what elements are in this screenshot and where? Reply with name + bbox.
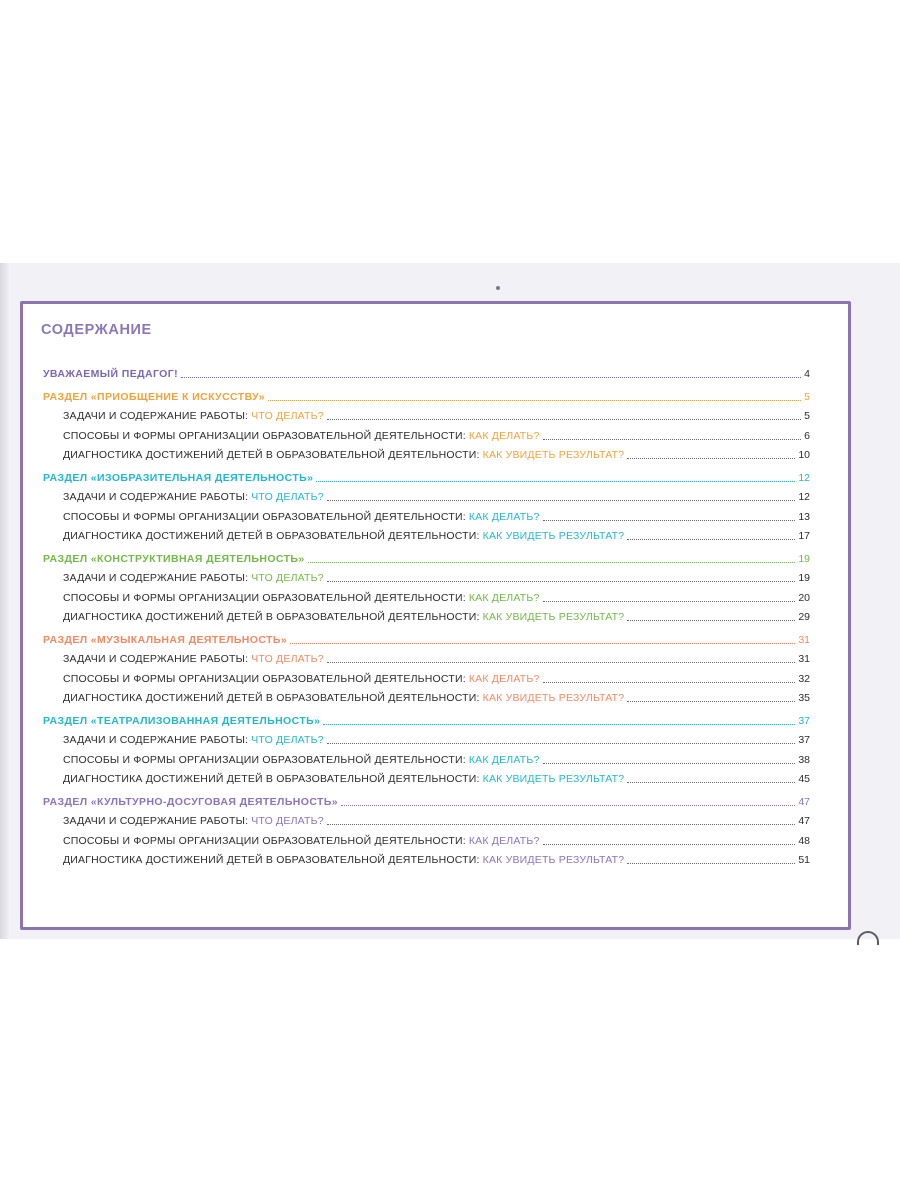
entry-label: СПОСОБЫ И ФОРМЫ ОРГАНИЗАЦИИ ОБРАЗОВАТЕЛЬНОЙ ДЕЯТЕЛЬНОСТИ:: [63, 672, 466, 685]
entry-highlight: КАК УВИДЕТЬ РЕЗУЛЬТАТ?: [482, 692, 625, 704]
entry-label: ЗАДАЧИ И СОДЕРЖАНИЕ РАБОТЫ:: [63, 734, 249, 746]
section-title: РАЗДЕЛ «МУЗЫКАЛЬНАЯ ДЕЯТЕЛЬНОСТЬ»: [43, 634, 288, 646]
dot-leader: [627, 458, 795, 459]
toc-entry[interactable]: [20, 670, 811, 686]
dot-leader: [543, 763, 796, 764]
page-number: 5: [804, 391, 810, 403]
entry-highlight: КАК УВИДЕТЬ РЕЗУЛЬТАТ?: [482, 854, 625, 866]
entry-highlight: КАК УВИДЕТЬ РЕЗУЛЬТАТ?: [482, 530, 625, 542]
toc-entry[interactable]: [20, 689, 811, 705]
page-number: 37: [798, 715, 810, 727]
entry-label: ДИАГНОСТИКА ДОСТИЖЕНИЙ ДЕТЕЙ В ОБРАЗОВАТЕЛЬНОЙ ДЕЯТЕЛЬНОСТИ:: [63, 611, 480, 623]
dot-leader: [627, 782, 795, 783]
page-edge-shadow: [0, 263, 10, 939]
toc-entry[interactable]: [20, 488, 811, 504]
dot-leader: [268, 400, 801, 401]
dot-leader: [543, 601, 796, 602]
toc-section[interactable]: [20, 631, 811, 647]
section-title: РАЗДЕЛ «КУЛЬТУРНО-ДОСУГОВАЯ ДЕЯТЕЛЬНОСТЬ»: [43, 796, 339, 808]
entry-label: ЗАДАЧИ И СОДЕРЖАНИЕ РАБОТЫ:: [63, 653, 249, 665]
dot-leader: [543, 439, 802, 440]
page-number: 12: [798, 491, 810, 503]
toc-intro[interactable]: [20, 365, 811, 381]
dot-leader: [627, 620, 795, 621]
toc-entry[interactable]: [20, 589, 811, 605]
page-number: 45: [798, 773, 810, 785]
entry-highlight: КАК УВИДЕТЬ РЕЗУЛЬТАТ?: [482, 449, 625, 461]
section-title: РАЗДЕЛ «КОНСТРУКТИВНАЯ ДЕЯТЕЛЬНОСТЬ»: [43, 553, 305, 565]
section-title: РАЗДЕЛ «ИЗОБРАЗИТЕЛЬНАЯ ДЕЯТЕЛЬНОСТЬ»: [43, 472, 314, 484]
entry-highlight: ЧТО ДЕЛАТЬ?: [251, 653, 324, 665]
toc-entry[interactable]: [20, 851, 811, 867]
toc-entry[interactable]: [20, 427, 811, 443]
page-number: 31: [798, 634, 810, 646]
page-number: 47: [798, 815, 810, 827]
entry-label: СПОСОБЫ И ФОРМЫ ОРГАНИЗАЦИИ ОБРАЗОВАТЕЛЬНОЙ ДЕЯТЕЛЬНОСТИ:: [63, 429, 466, 442]
entry-label: ЗАДАЧИ И СОДЕРЖАНИЕ РАБОТЫ:: [63, 491, 249, 503]
entry-label: ЗАДАЧИ И СОДЕРЖАНИЕ РАБОТЫ:: [63, 572, 249, 584]
entry-highlight: КАК УВИДЕТЬ РЕЗУЛЬТАТ?: [482, 773, 625, 785]
page-number: 20: [798, 591, 810, 604]
toc-entry[interactable]: [20, 731, 811, 747]
entry-label: СПОСОБЫ И ФОРМЫ ОРГАНИЗАЦИИ ОБРАЗОВАТЕЛЬНОЙ ДЕЯТЕЛЬНОСТИ:: [63, 510, 466, 523]
dot-leader: [181, 377, 801, 378]
page-number: 38: [798, 753, 810, 766]
toc-entry[interactable]: [20, 812, 811, 828]
dot-leader: [327, 419, 801, 420]
entry-highlight: ЧТО ДЕЛАТЬ?: [251, 734, 324, 746]
dot-leader: [341, 805, 795, 806]
toc-section[interactable]: [20, 388, 811, 404]
dot-leader: [308, 562, 796, 563]
entry-highlight: КАК ДЕЛАТЬ?: [468, 591, 540, 604]
entry-label: ДИАГНОСТИКА ДОСТИЖЕНИЙ ДЕТЕЙ В ОБРАЗОВАТЕЛЬНОЙ ДЕЯТЕЛЬНОСТИ:: [63, 854, 480, 866]
entry-highlight: КАК ДЕЛАТЬ?: [468, 672, 540, 685]
page-number: 37: [798, 734, 810, 746]
entry-label: ДИАГНОСТИКА ДОСТИЖЕНИЙ ДЕТЕЙ В ОБРАЗОВАТЕЛЬНОЙ ДЕЯТЕЛЬНОСТИ:: [63, 692, 480, 704]
entry-highlight: ЧТО ДЕЛАТЬ?: [251, 491, 324, 503]
toc-entry[interactable]: [20, 527, 811, 543]
toc-section[interactable]: [20, 550, 811, 566]
dot-leader: [327, 581, 796, 582]
entry-highlight: КАК ДЕЛАТЬ?: [468, 834, 540, 847]
dot-leader: [543, 520, 796, 521]
dot-leader: [327, 662, 796, 663]
dot-leader: [323, 724, 795, 725]
page-number: 19: [798, 553, 810, 565]
scan-speck: [496, 286, 500, 290]
entry-highlight: ЧТО ДЕЛАТЬ?: [251, 815, 324, 827]
entry-highlight: КАК ДЕЛАТЬ?: [468, 429, 540, 442]
dot-leader: [627, 539, 795, 540]
entry-highlight: КАК ДЕЛАТЬ?: [468, 510, 540, 523]
page-number: 17: [798, 530, 810, 542]
page-number: 47: [798, 796, 810, 808]
toc-section[interactable]: [20, 469, 811, 485]
entry-label: СПОСОБЫ И ФОРМЫ ОРГАНИЗАЦИИ ОБРАЗОВАТЕЛЬНОЙ ДЕЯТЕЛЬНОСТИ:: [63, 834, 466, 847]
entry-label: ЗАДАЧИ И СОДЕРЖАНИЕ РАБОТЫ:: [63, 815, 249, 827]
page-number: 29: [798, 611, 810, 623]
entry-label: СПОСОБЫ И ФОРМЫ ОРГАНИЗАЦИИ ОБРАЗОВАТЕЛЬНОЙ ДЕЯТЕЛЬНОСТИ:: [63, 591, 466, 604]
dot-leader: [543, 682, 796, 683]
page-number: 4: [804, 368, 810, 380]
toc-entry[interactable]: [20, 508, 811, 524]
page-number: 51: [798, 854, 810, 866]
page-title: СОДЕРЖАНИЕ: [41, 322, 152, 338]
entry-highlight: КАК ДЕЛАТЬ?: [468, 753, 540, 766]
entry-label: ДИАГНОСТИКА ДОСТИЖЕНИЙ ДЕТЕЙ В ОБРАЗОВАТЕЛЬНОЙ ДЕЯТЕЛЬНОСТИ:: [63, 530, 480, 542]
dot-leader: [327, 743, 796, 744]
section-title: УВАЖАЕМЫЙ ПЕДАГОГ!: [43, 368, 178, 380]
page-number: 19: [798, 572, 810, 584]
page-number: 48: [798, 834, 810, 847]
toc-entry[interactable]: [20, 751, 811, 767]
entry-label: ДИАГНОСТИКА ДОСТИЖЕНИЙ ДЕТЕЙ В ОБРАЗОВАТЕЛЬНОЙ ДЕЯТЕЛЬНОСТИ:: [63, 773, 480, 785]
dot-leader: [543, 844, 796, 845]
entry-label: ЗАДАЧИ И СОДЕРЖАНИЕ РАБОТЫ:: [63, 410, 249, 422]
toc-section[interactable]: [20, 793, 811, 809]
dot-leader: [327, 500, 796, 501]
toc-entry[interactable]: [20, 770, 811, 786]
page-number: 32: [798, 672, 810, 685]
dot-leader: [290, 643, 795, 644]
dot-leader: [627, 701, 795, 702]
dot-leader: [627, 863, 795, 864]
page-number: 5: [804, 410, 810, 422]
page-number: 10: [798, 449, 810, 461]
entry-label: ДИАГНОСТИКА ДОСТИЖЕНИЙ ДЕТЕЙ В ОБРАЗОВАТЕЛЬНОЙ ДЕЯТЕЛЬНОСТИ:: [63, 449, 480, 461]
page-number: 12: [798, 472, 810, 484]
entry-highlight: ЧТО ДЕЛАТЬ?: [251, 572, 324, 584]
toc-entry[interactable]: [20, 608, 811, 624]
toc-entry[interactable]: [20, 832, 811, 848]
toc-entry[interactable]: [20, 407, 811, 423]
dot-leader: [327, 824, 796, 825]
section-title: РАЗДЕЛ «ТЕАТРАЛИЗОВАННАЯ ДЕЯТЕЛЬНОСТЬ»: [43, 715, 321, 727]
entry-highlight: КАК УВИДЕТЬ РЕЗУЛЬТАТ?: [482, 611, 625, 623]
page-number: 13: [798, 510, 810, 523]
toc-entry[interactable]: [20, 446, 811, 462]
dot-leader: [316, 481, 795, 482]
section-title: РАЗДЕЛ «ПРИОБЩЕНИЕ К ИСКУССТВУ»: [43, 391, 265, 403]
toc-section[interactable]: [20, 712, 811, 728]
page-number: 6: [804, 429, 810, 442]
toc-entry[interactable]: [20, 569, 811, 585]
page-number: 31: [798, 653, 810, 665]
toc-entry[interactable]: [20, 650, 811, 666]
entry-label: СПОСОБЫ И ФОРМЫ ОРГАНИЗАЦИИ ОБРАЗОВАТЕЛЬНОЙ ДЕЯТЕЛЬНОСТИ:: [63, 753, 466, 766]
page-number: 35: [798, 692, 810, 704]
entry-highlight: ЧТО ДЕЛАТЬ?: [251, 410, 324, 422]
